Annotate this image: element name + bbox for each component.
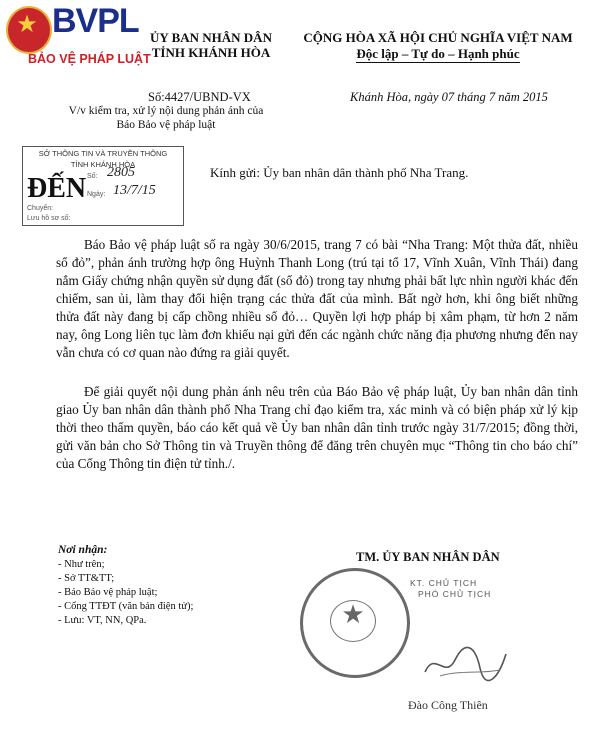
stamp-ngay-label: Ngày: — [87, 191, 106, 198]
star-icon: ★ — [16, 12, 38, 38]
handwritten-signature — [420, 640, 510, 686]
signature-pct: PHÓ CHỦ TỊCH — [418, 589, 492, 599]
stamp-luu-label: Lưu hồ sơ số: — [27, 215, 71, 222]
recipient-line: Kính gửi: Ủy ban nhân dân thành phố Nha Trang. — [210, 165, 469, 180]
stamp-so-label: Số: — [87, 173, 98, 180]
paragraph-2 — [56, 383, 578, 473]
recipient-item: - Báo Bảo vệ pháp luật; — [58, 587, 158, 598]
paragraph-2-text: Để giải quyết nội dung phản ánh nêu trên của Báo Bảo vệ pháp luật, Ủy ban nhân dân tỉnh giao Ủy ban nhân dân thành phố Nha Trang chỉ đạo kiểm tra, xác minh và có biện pháp xử lý kịp thời theo thẩm quyền, báo cáo kết quả về Ủy ban nhân dân tỉnh trước ngày 31/7/2015; đồng thời, gửi văn bản cho Sở Thông tin và Truyền thông để đăng trên chuyên mục “Thông tin cho báo chí” của Cổng Thông tin điện tử tỉnh./. — [56, 384, 578, 471]
paragraph-1 — [56, 236, 578, 362]
stamp-org1: SỞ THÔNG TIN VÀ TRUYỀN THÔNG — [38, 149, 168, 158]
document-number: Số:4427/UBND-VX — [148, 90, 251, 104]
issuer-line2: TỈNH KHÁNH HÒA — [151, 45, 271, 60]
recipient-item: - Lưu: VT, NN, QPa. — [58, 615, 147, 626]
national-header — [278, 30, 598, 62]
recipient-item: - Cổng TTĐT (văn bản điện tử); — [58, 601, 194, 612]
national-title: CỘNG HÒA XÃ HỘI CHỦ NGHĨA VIỆT NAM — [303, 30, 573, 45]
paragraph-1-text: Báo Bảo vệ pháp luật số ra ngày 30/6/2015, trang 7 có bài “Nha Trang: Một thửa đất, nhiều sổ đỏ”, phản ánh trường hợp ông Huỳnh Thanh Long (trú tại tổ 17, Vĩnh Xuân, Vĩnh Thái) đang nắm Giấy chứng nhận quyền sử dụng đất (sổ đỏ) trong tay nhưng phải bất lực nhìn người khác đến chiếm, san ủi, làm thay đổi hiện trạng các thửa đất của mình. Bất ngờ hơn, khi ông biết những thửa đất này đang bị cấp chồng nhiều sổ đỏ… Quyền lợi hợp pháp bị xâm phạm, từ hơn 2 năm nay, ông Long liên tục làm đơn khiếu nại gửi đến các ngành chức năng địa phương nhưng đến nay vẫn chưa có cơ quan nào đứng ra giải quyết. — [56, 237, 578, 360]
stamp-ngay-value: 13/7/15 — [113, 183, 156, 198]
signature-role — [410, 578, 491, 600]
seal-star-icon: ★ — [341, 600, 365, 629]
issuer-line1: ỦY BAN NHÂN DÂN — [150, 30, 272, 45]
recipients-title: Nơi nhận: — [58, 544, 108, 556]
stamp-org2: TỈNH KHÁNH HÒA — [70, 160, 136, 169]
recipient-item: - Như trên; — [58, 559, 105, 570]
signer-name: Đào Công Thiên — [408, 698, 488, 712]
document-subject — [26, 104, 306, 132]
stamp-so-value: 2805 — [107, 165, 135, 180]
national-motto: Độc lập – Tự do – Hạnh phúc — [356, 46, 520, 61]
subject-line2: Báo Bảo vệ pháp luật — [116, 119, 216, 131]
recipients-list — [58, 543, 193, 628]
stamp-chuyen-label: Chuyển: — [27, 205, 54, 212]
subject-line1: V/v kiểm tra, xử lý nội dung phản ánh của — [68, 105, 264, 117]
stamp-den-label: ĐẾN — [27, 173, 87, 204]
recipient-item: - Sở TT&TT; — [58, 573, 115, 584]
brand-logo-text: BVPL — [52, 2, 139, 40]
brand-logo-subtitle: BẢO VỆ PHÁP LUẬT — [28, 52, 151, 66]
signature-kt: KT. CHỦ TỊCH — [410, 578, 478, 588]
signature-title: TM. ỦY BAN NHÂN DÂN — [356, 550, 500, 564]
document-date: Khánh Hòa, ngày 07 tháng 7 năm 2015 — [350, 90, 548, 104]
received-stamp — [22, 146, 184, 226]
